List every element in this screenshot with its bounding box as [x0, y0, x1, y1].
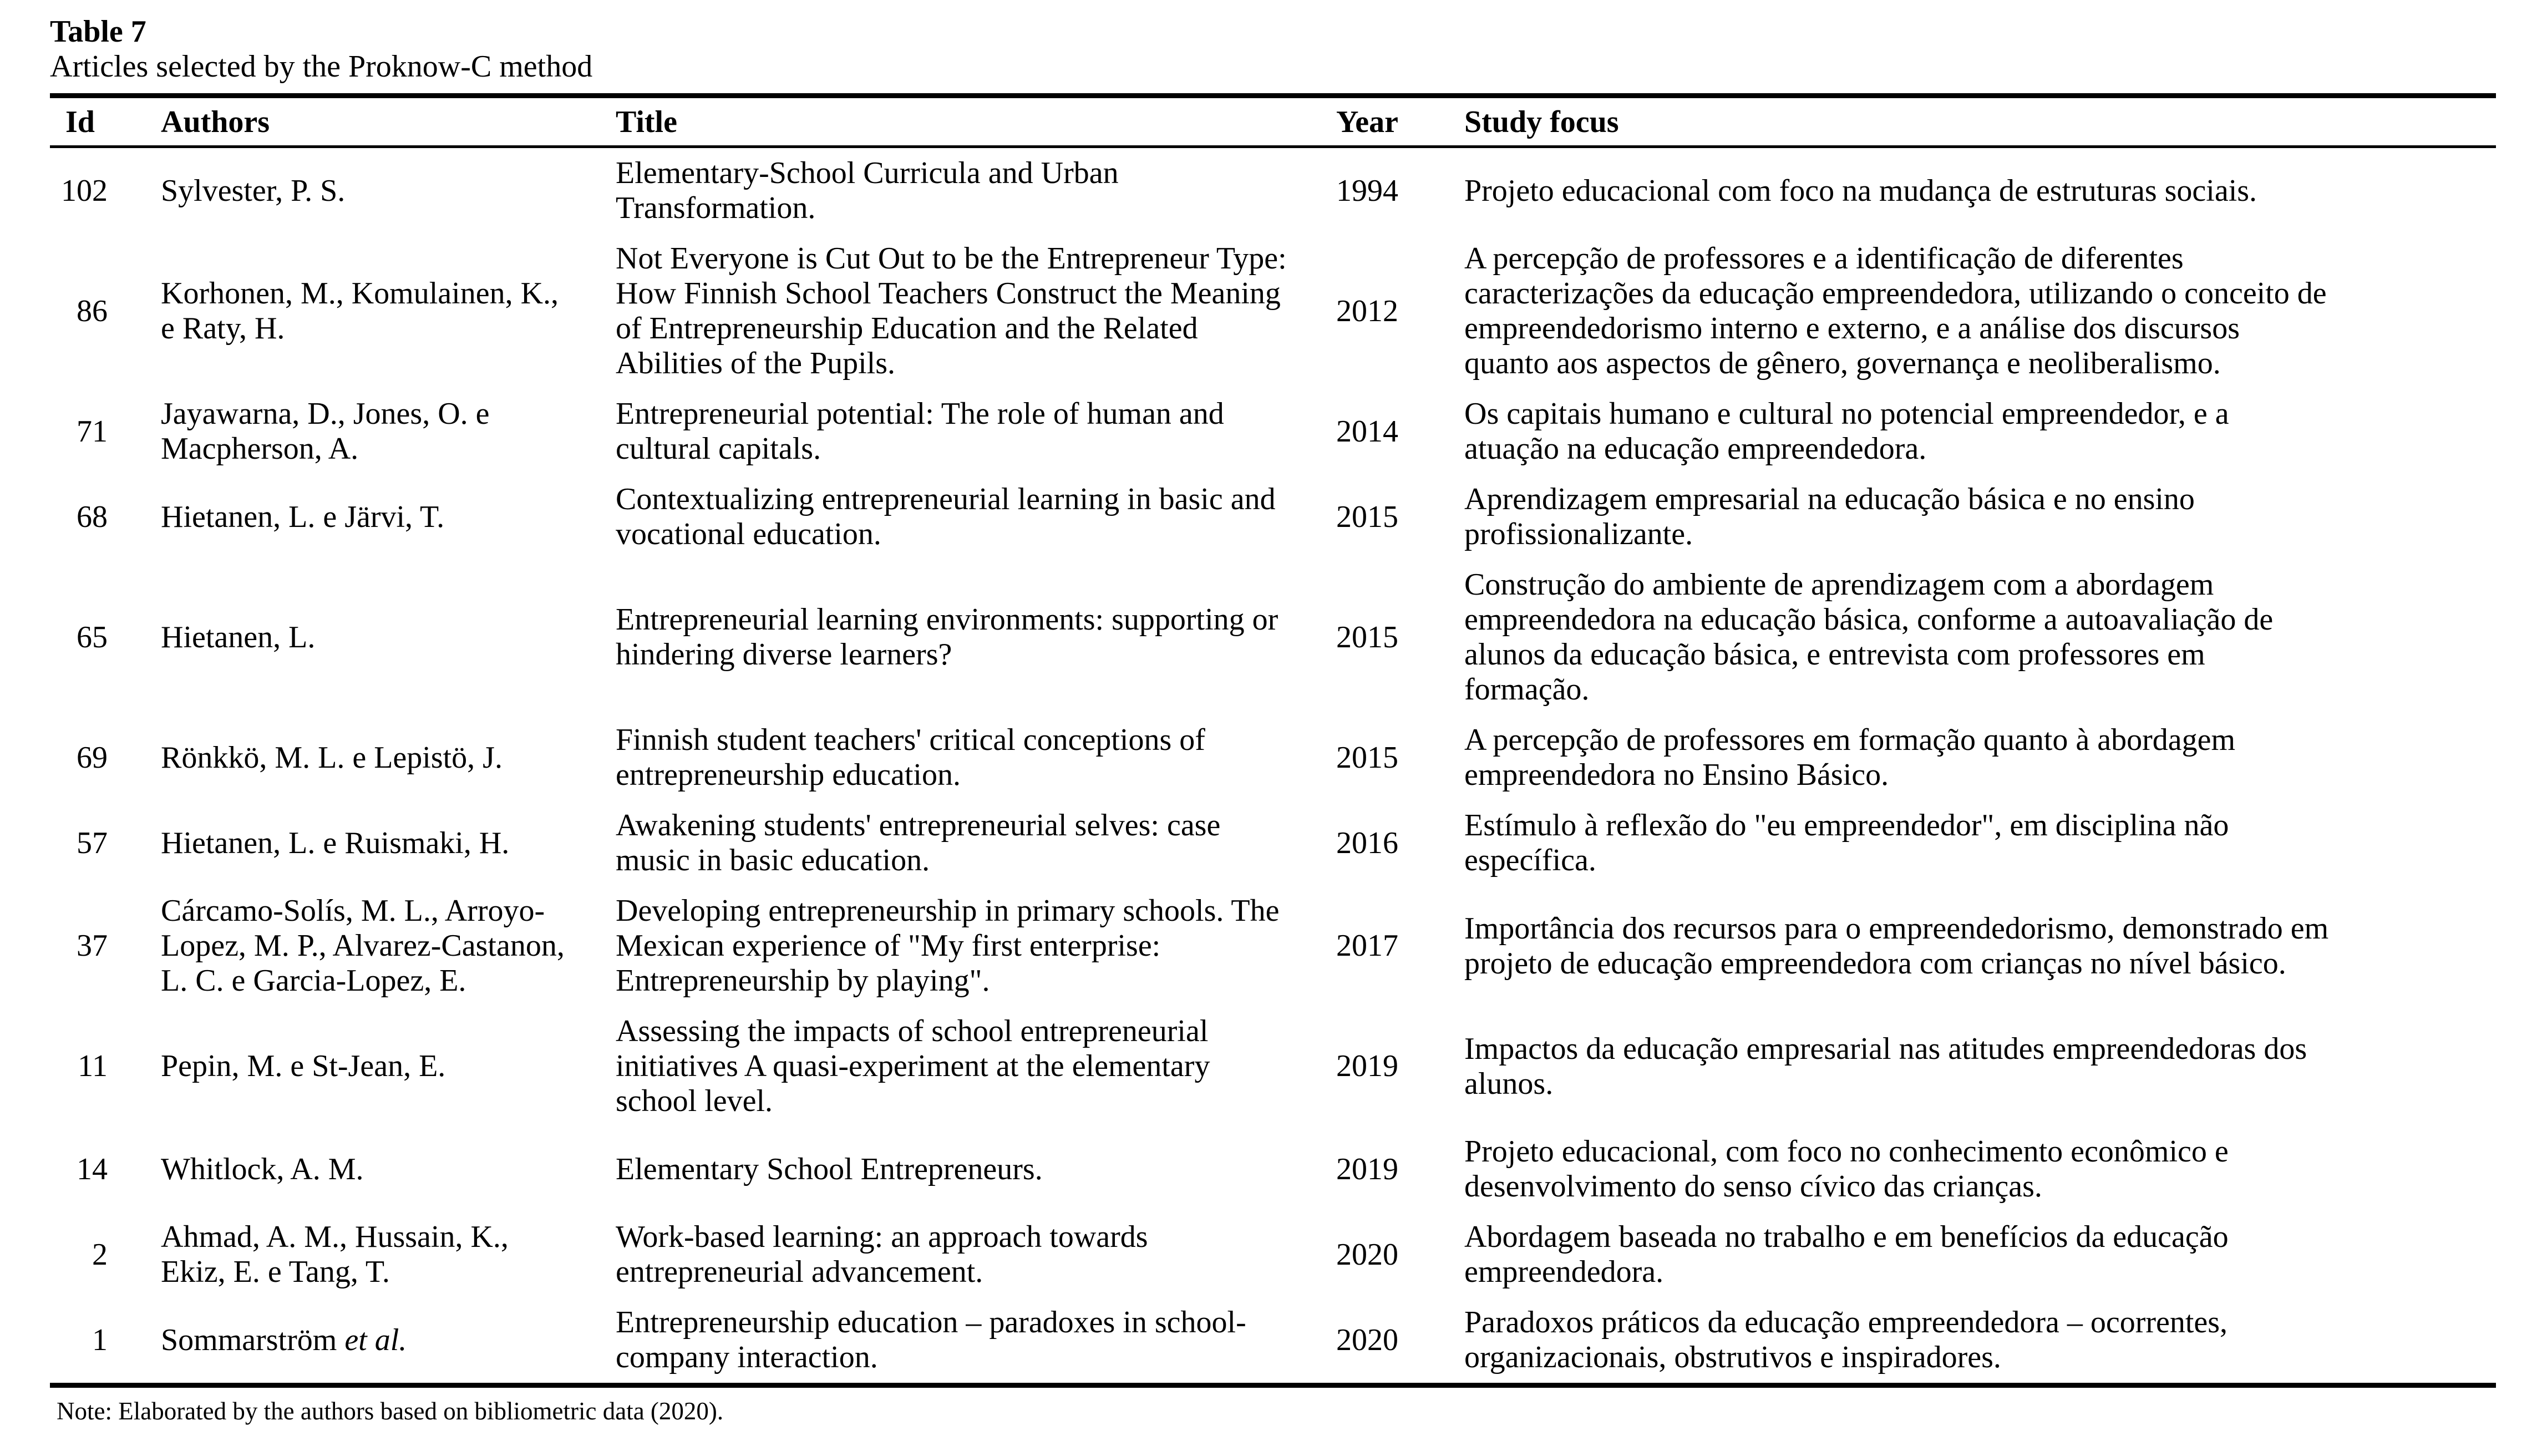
cell-year: 2015: [1336, 740, 1398, 775]
cell-id: 102: [61, 173, 108, 208]
table-row: [50, 389, 2496, 474]
column-header-study-focus: Study focus: [1431, 96, 2496, 147]
cell-title: Not Everyone is Cut Out to be the Entrepreneur Type: How Finnish School Teachers Construct the Meaning of Entrepreneurship Education and the Related Abilities of the Pupils.: [616, 241, 1287, 381]
cell-id: 57: [77, 825, 108, 860]
cell-authors: [128, 1297, 582, 1386]
cell-year: 2019: [1336, 1151, 1398, 1186]
cell-id: 69: [77, 740, 108, 775]
cell-study-focus: Os capitais humano e cultural no potencial empreendedor, e a atuação na educação empreendedora.: [1464, 397, 2229, 466]
cell-year: 2016: [1336, 825, 1398, 860]
cell-study-focus: Estímulo à reflexão do "eu empreendedor", em disciplina não específica.: [1464, 808, 2229, 877]
cell-id: 68: [77, 499, 108, 534]
cell-title: Entrepreneurial learning environments: supporting or hindering diverse learners?: [616, 602, 1278, 672]
table-row: [50, 474, 2496, 560]
cell-title: Assessing the impacts of school entrepreneurial initiatives A quasi-experiment at the elementary school level.: [616, 1014, 1210, 1118]
cell-year: 2015: [1336, 499, 1398, 534]
column-header-authors: Authors: [128, 96, 582, 147]
table-row: [50, 1006, 2496, 1127]
cell-id: 65: [77, 620, 108, 655]
cell-year: 2014: [1336, 414, 1398, 449]
cell-authors: Whitlock, A. M.: [161, 1151, 364, 1186]
author-name: Sommarström: [161, 1322, 345, 1357]
cell-id: 11: [78, 1049, 108, 1083]
articles-table: [50, 93, 2496, 1388]
cell-study-focus: Paradoxos práticos da educação empreendedora – ocorrentes, organizacionais, obstrutivos e inspiradores.: [1464, 1305, 2228, 1374]
cell-title: Entrepreneurship education – paradoxes in school-company interaction.: [616, 1305, 1246, 1374]
cell-title: Contextualizing entrepreneurial learning in basic and vocational education.: [616, 482, 1276, 551]
cell-study-focus: Construção do ambiente de aprendizagem com a abordagem empreendedora na educação básica, conforme a autoavaliação de alunos da educação básica, e entrevista com professores em formação.: [1464, 567, 2274, 707]
table-caption: Articles selected by the Proknow-C method: [50, 49, 593, 84]
cell-authors: Pepin, M. e St-Jean, E.: [161, 1049, 446, 1083]
cell-authors: Rönkkö, M. L. e Lepistö, J.: [161, 740, 503, 775]
table-row: [50, 147, 2496, 234]
table-note: Note: Elaborated by the authors based on bibliometric data (2020).: [57, 1397, 724, 1425]
cell-authors: Ahmad, A. M., Hussain, K., Ekiz, E. e Tang, T.: [161, 1220, 509, 1289]
cell-id: 1: [92, 1322, 108, 1357]
column-header-title: Title: [582, 96, 1303, 147]
cell-title: Developing entrepreneurship in primary schools. The Mexican experience of "My first enterprise: Entrepreneurship by playing".: [616, 894, 1280, 998]
column-header-id: Id: [50, 96, 128, 147]
table-row: [50, 800, 2496, 886]
cell-study-focus: Abordagem baseada no trabalho e em benefícios da educação empreendedora.: [1464, 1220, 2229, 1289]
et-al-italic: et al.: [344, 1322, 407, 1357]
cell-year: 2019: [1336, 1049, 1398, 1083]
table-row: [50, 1297, 2496, 1386]
table-row: [50, 234, 2496, 389]
cell-study-focus: A percepção de professores e a identificação de diferentes caracterizações da educação empreendedora, utilizando o conceito de empreendedorismo interno e externo, e a análise dos discursos quanto aos aspectos de gênero, governança e neoliberalismo.: [1464, 241, 2327, 381]
cell-study-focus: Aprendizagem empresarial na educação básica e no ensino profissionalizante.: [1464, 482, 2195, 551]
cell-title: Work-based learning: an approach towards entrepreneurial advancement.: [616, 1220, 1148, 1289]
cell-id: 86: [77, 293, 108, 328]
cell-title: Entrepreneurial potential: The role of human and cultural capitals.: [616, 397, 1224, 466]
column-header-year: Year: [1303, 96, 1431, 147]
cell-title: Finnish student teachers' critical conceptions of entrepreneurship education.: [616, 723, 1205, 792]
cell-id: 2: [92, 1237, 108, 1272]
cell-year: 2017: [1336, 929, 1398, 963]
cell-year: 2015: [1336, 620, 1398, 655]
cell-year: 2012: [1336, 293, 1398, 328]
cell-id: 71: [77, 414, 108, 449]
cell-authors: Korhonen, M., Komulainen, K., e Raty, H.: [161, 276, 559, 346]
cell-year: 2020: [1336, 1237, 1398, 1272]
table-row: [50, 1212, 2496, 1297]
cell-study-focus: A percepção de professores em formação quanto à abordagem empreendedora no Ensino Básico.: [1464, 723, 2236, 792]
table-header-row: [50, 96, 2496, 147]
cell-year: 1994: [1336, 173, 1398, 208]
table-row: [50, 560, 2496, 715]
cell-authors: Hietanen, L.: [161, 620, 316, 655]
table-title: Table 7: [50, 14, 146, 49]
cell-study-focus: Projeto educacional, com foco no conhecimento econômico e desenvolvimento do senso cívico das crianças.: [1464, 1134, 2229, 1204]
cell-authors: Cárcamo-Solís, M. L., Arroyo-Lopez, M. P., Alvarez-Castanon, L. C. e Garcia-Lopez, E.: [161, 894, 565, 998]
cell-study-focus: Projeto educacional com foco na mudança de estruturas sociais.: [1464, 173, 2257, 208]
cell-year: 2020: [1336, 1322, 1398, 1357]
cell-authors: Hietanen, L. e Järvi, T.: [161, 499, 445, 534]
cell-title: Awakening students' entrepreneurial selves: case music in basic education.: [616, 808, 1221, 877]
table-row: [50, 886, 2496, 1006]
cell-authors: Sylvester, P. S.: [161, 173, 346, 208]
cell-title: Elementary School Entrepreneurs.: [616, 1151, 1043, 1186]
cell-id: 14: [77, 1151, 108, 1186]
cell-authors: Hietanen, L. e Ruismaki, H.: [161, 825, 510, 860]
cell-id: 37: [77, 929, 108, 963]
cell-title: Elementary-School Curricula and Urban Transformation.: [616, 156, 1119, 225]
table-row: [50, 1127, 2496, 1212]
cell-study-focus: Importância dos recursos para o empreendedorismo, demonstrado em projeto de educação empreendedora com crianças no nível básico.: [1464, 911, 2329, 981]
table-row: [50, 715, 2496, 800]
cell-authors: Jayawarna, D., Jones, O. e Macpherson, A.: [161, 397, 490, 466]
cell-study-focus: Impactos da educação empresarial nas atitudes empreendedoras dos alunos.: [1464, 1031, 2307, 1101]
